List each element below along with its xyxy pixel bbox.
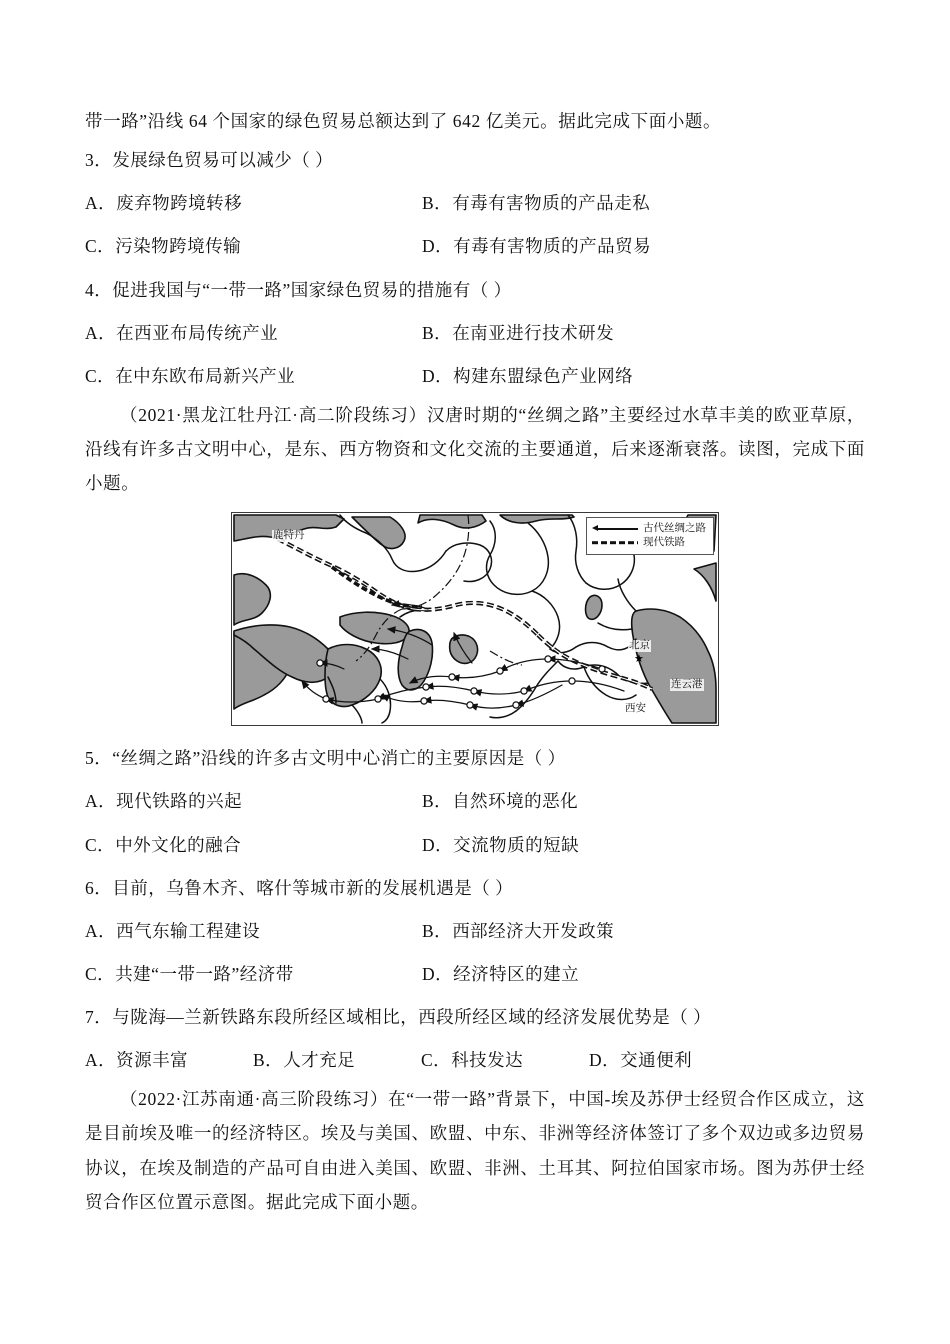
question-7-options-row	[85, 1043, 865, 1077]
option-text: 资源丰富	[116, 1050, 189, 1071]
option-letter: D．	[422, 963, 454, 984]
question-3-options-row-1	[85, 186, 865, 220]
legend-label-ancient-silk-road: 古代丝绸之路	[643, 522, 706, 535]
question-6-option-d[interactable]	[422, 957, 759, 991]
question-7-option-a[interactable]	[85, 1043, 253, 1077]
option-text: 中外文化的融合	[115, 834, 242, 855]
option-letter: A．	[85, 1050, 117, 1071]
option-text: 人才充足	[283, 1050, 356, 1071]
map-label-lianyungang: 连云港	[671, 678, 703, 691]
question-7-option-c[interactable]	[421, 1043, 589, 1077]
option-text: 有毒有害物质的产品走私	[452, 193, 651, 214]
option-text: 现代铁路的兴起	[116, 791, 243, 812]
option-letter: D．	[589, 1050, 621, 1071]
question-3-stem: 3．发展绿色贸易可以减少（ ）	[85, 150, 334, 171]
question-4-stem: 4．促进我国与“一带一路”国家绿色贸易的措施有（ ）	[85, 279, 512, 300]
passage-middle-body: 汉唐时期的“丝绸之路”主要经过水草丰美的欧亚草原，沿线有许多古文明中心，是东、西方物资和文化交流的主要通道，后来逐渐衰落。读图，完成下面小题。	[85, 404, 865, 494]
arrow-line-icon	[592, 522, 638, 534]
question-4-option-d[interactable]	[422, 359, 759, 393]
option-letter: D．	[422, 236, 454, 257]
question-4-options-row-1	[85, 316, 865, 350]
option-letter: D．	[422, 365, 454, 386]
option-text: 西部经济大开发政策	[452, 920, 615, 941]
option-text: 自然环境的恶化	[452, 791, 579, 812]
option-letter: C．	[85, 365, 116, 386]
option-text: 经济特区的建立	[453, 963, 580, 984]
question-5-option-b[interactable]	[422, 784, 759, 818]
option-letter: A．	[85, 791, 117, 812]
passage-bottom	[85, 1082, 865, 1219]
option-text: 科技发达	[451, 1050, 524, 1071]
question-5-option-c[interactable]	[85, 828, 422, 862]
question-3-option-d[interactable]	[422, 229, 759, 263]
passage-middle	[85, 398, 865, 500]
option-letter: A．	[85, 322, 117, 343]
question-5-options-row-1	[85, 784, 865, 818]
question-3-options-row-2	[85, 229, 865, 263]
beijing-star-icon: ★	[634, 653, 644, 666]
option-letter: C．	[421, 1050, 452, 1071]
question-7-option-b[interactable]	[253, 1043, 421, 1077]
option-text: 交流物质的短缺	[453, 834, 580, 855]
option-letter: B．	[422, 322, 453, 343]
question-3-option-a[interactable]	[85, 186, 422, 220]
option-letter: D．	[422, 834, 454, 855]
map-legend	[586, 517, 714, 554]
legend-row-ancient-silk-road	[592, 521, 706, 535]
question-6-option-b[interactable]	[422, 914, 759, 948]
question-4-option-c[interactable]	[85, 359, 422, 393]
option-text: 交通便利	[620, 1050, 693, 1071]
question-6-stem: 6．目前，乌鲁木齐、喀什等城市新的发展机遇是（ ）	[85, 877, 514, 898]
option-letter: C．	[85, 963, 116, 984]
option-letter: A．	[85, 920, 117, 941]
question-6-option-a[interactable]	[85, 914, 422, 948]
option-text: 有毒有害物质的产品贸易	[453, 236, 652, 257]
option-text: 共建“一带一路”经济带	[115, 963, 294, 984]
passage-bottom-source: （2022·江苏南通·高三阶段练习）	[120, 1089, 389, 1110]
option-text: 在西亚布局传统产业	[116, 322, 279, 343]
question-4-options-row-2	[85, 359, 865, 393]
option-text: 在南亚进行技术研发	[452, 322, 615, 343]
question-5-option-d[interactable]	[422, 828, 759, 862]
question-5-options-row-2	[85, 828, 865, 862]
option-letter: B．	[422, 920, 453, 941]
passage-bottom-body: 在“一带一路”背景下，中国-埃及苏伊士经贸合作区成立，这是目前埃及唯一的经济特区。埃及与美国、欧盟、中东、非洲等经济体签订了多个双边或多边贸易协议，在埃及制造的产品可自由进入美国、欧盟、非洲、土耳其、阿拉伯国家市场。图为苏伊士经贸合作区位置示意图。据此完成下面小题。	[85, 1089, 865, 1212]
option-letter: B．	[253, 1050, 284, 1071]
question-5-option-a[interactable]	[85, 784, 422, 818]
question-6-options-row-1	[85, 914, 865, 948]
passage-top-text: 带一路”沿线 64 个国家的绿色贸易总额达到了 642 亿美元。据此完成下面小题。	[85, 111, 722, 131]
question-3-option-b[interactable]	[422, 186, 759, 220]
map-label-xian: 西安	[625, 702, 646, 715]
map-label-rotterdam: 鹿特丹	[273, 529, 305, 542]
question-4-option-b[interactable]	[422, 316, 759, 350]
legend-label-modern-railway: 现代铁路	[643, 536, 685, 549]
page-content	[85, 0, 865, 1219]
legend-row-modern-railway	[592, 535, 706, 549]
figure-container	[85, 512, 865, 726]
option-text: 污染物跨境传输	[115, 236, 242, 257]
thick-dashed-line-icon	[592, 537, 638, 549]
option-text: 在中东欧布局新兴产业	[115, 365, 296, 386]
option-text: 西气东输工程建设	[116, 920, 261, 941]
option-text: 构建东盟绿色产业网络	[453, 365, 634, 386]
question-5-stem: 5．“丝绸之路”沿线的许多古文明中心消亡的主要原因是（ ）	[85, 748, 566, 769]
question-4-option-a[interactable]	[85, 316, 422, 350]
question-7-option-d[interactable]	[589, 1043, 757, 1077]
silk-road-map	[231, 512, 719, 726]
option-letter: B．	[422, 791, 453, 812]
option-letter: A．	[85, 193, 117, 214]
option-letter: C．	[85, 236, 116, 257]
question-7-stem: 7．与陇海—兰新铁路东段所经区域相比，西段所经区域的经济发展优势是（ ）	[85, 1007, 712, 1027]
question-3-option-c[interactable]	[85, 229, 422, 263]
passage-middle-source: （2021·黑龙江牡丹江·高二阶段练习）	[120, 404, 427, 425]
question-6-options-row-2	[85, 957, 865, 991]
map-label-beijing: 北京	[629, 639, 650, 652]
option-letter: C．	[85, 834, 116, 855]
option-text: 废弃物跨境转移	[116, 193, 243, 214]
option-letter: B．	[422, 193, 453, 214]
question-6-option-c[interactable]	[85, 957, 422, 991]
